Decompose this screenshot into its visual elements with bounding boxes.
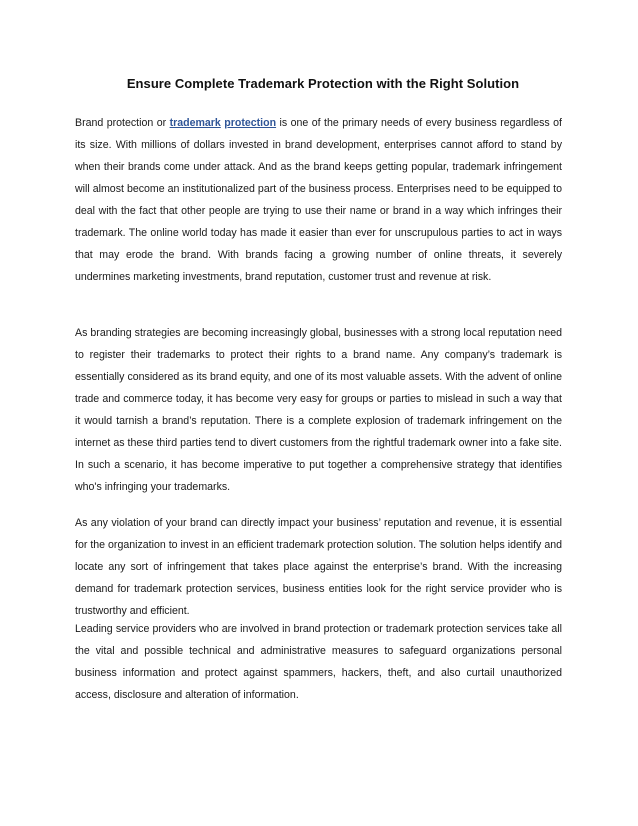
paragraph-3: As any violation of your brand can directly impact your business’ reputation and revenue, it is essential for the organization to invest in an efficient trademark protection solution. The solution helps identify and locate any sort of infringement that takes place against the enterprise’s brand. With the increasing demand for trademark protection services, business entities look for the right service provider who is trustworthy and efficient. xyxy=(75,517,562,617)
paragraph-1-lead: Brand protection or xyxy=(75,117,170,129)
protection-link[interactable]: protection xyxy=(224,117,277,129)
document-title: Ensure Complete Trademark Protection with the Right Solution xyxy=(126,76,520,91)
paragraph-2: As branding strategies are becoming increasingly global, businesses with a strong local reputation need to register their trademarks to protect their rights to a brand name. Any company’s trademark is essentially considered as its brand equity, and one of its most valuable assets. With the advent of online trade and commerce today, it has become very easy for groups or parties to mislead in such a way that it would tarnish a brand’s reputation. There is a complete explosion of trademark infringement on the internet as these third parties tend to divert customers from the rightful trademark owner into a fake site. In such a scenario, it has become imperative to put together a comprehensive strategy that identifies who's infringing your trademarks. xyxy=(75,327,562,493)
paragraph-1-rest: is one of the primary needs of every business regardless of its size. With millions of dollars invested in brand development, enterprises cannot afford to stand by when their brands come under attack. And as the brand keeps getting popular, trademark infringement will almost become an institutionalized part of the business process. Enterprises need to be equipped to deal with the fact that other people are trying to use their name or brand in a way which infringes their trademark. The online world today has made it easier than ever for unscrupulous parties to act in ways that may erode the brand. With brands facing a growing number of online threats, it severely undermines marketing investments, brand reputation, customer trust and revenue at risk. xyxy=(75,117,562,283)
paragraph-1 xyxy=(75,112,562,288)
paragraph-4: Leading service providers who are involved in brand protection or trademark protection services take all the vital and possible technical and administrative measures to safeguard organizations personal business information and protect against spammers, hackers, theft, and also curtail unauthorized access, disclosure and alteration of information. xyxy=(75,623,562,701)
trademark-link[interactable]: trademark xyxy=(169,117,221,129)
